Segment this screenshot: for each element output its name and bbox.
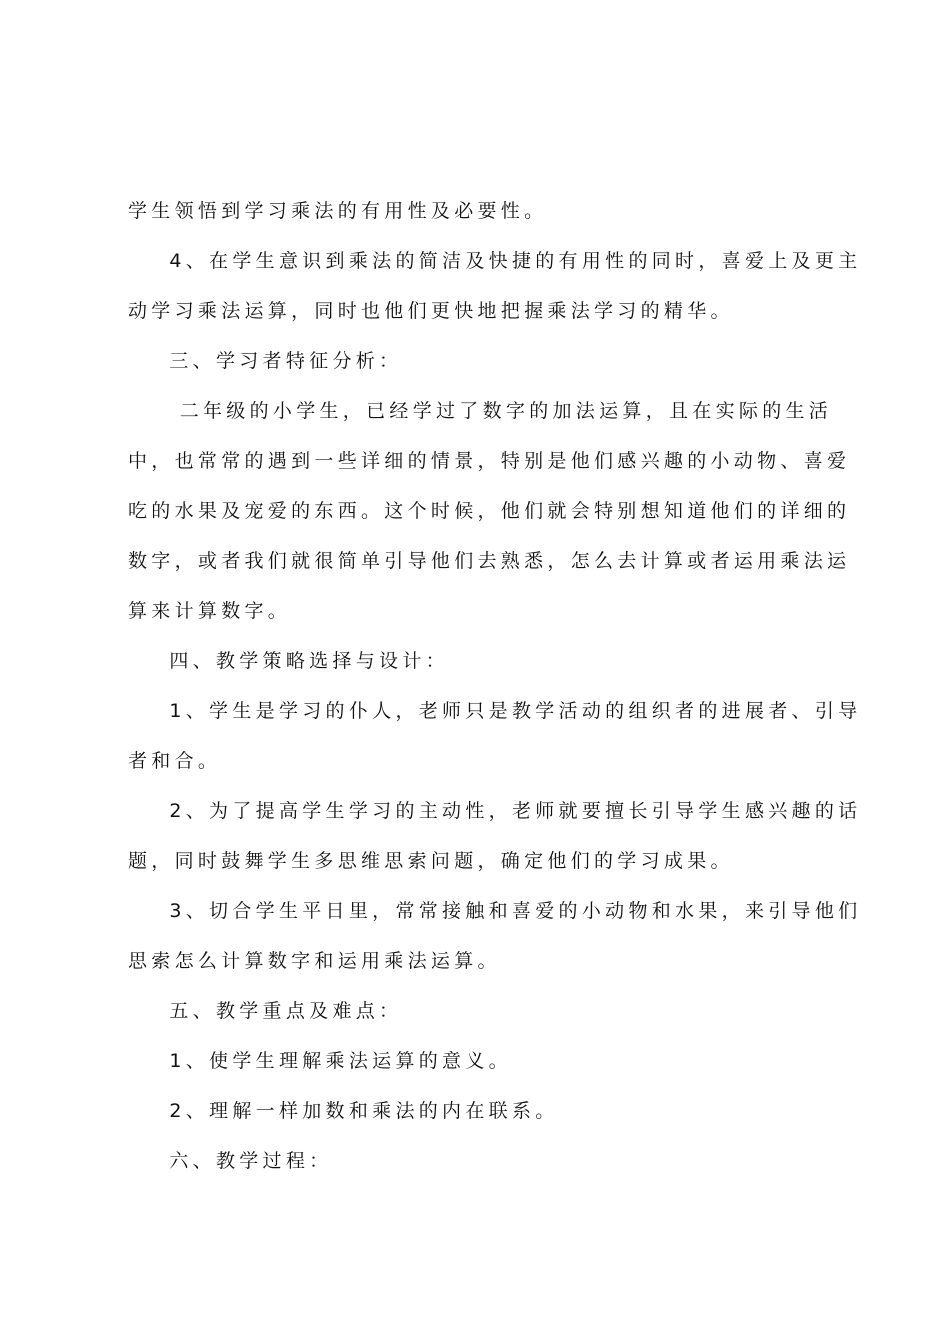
section-heading: 五、教学重点及难点： <box>128 1000 403 1022</box>
text-line: 思索怎么计算数字和运用乘法运算。 <box>128 950 501 972</box>
text-line: 算来计算数字。 <box>128 600 292 622</box>
text-line: 二年级的小学生，已经学过了数字的加法运算，且在实际的生活 <box>128 400 833 422</box>
text-line: 吃的水果及宠爱的东西。这个时候，他们就会特别想知道他们的详细的 <box>128 500 851 522</box>
text-line: 1、使学生理解乘法运算的意义。 <box>128 1050 512 1072</box>
text-line: 题，同时鼓舞学生多思维思索问题，确定他们的学习成果。 <box>128 850 734 872</box>
text-line: 中，也常常的遇到一些详细的情景，特别是他们感兴趣的小动物、喜爱 <box>128 450 851 472</box>
text-line: 1、学生是学习的仆人，老师只是教学活动的组织者的进展者、引导 <box>128 700 862 722</box>
text-line: 2、为了提高学生学习的主动性，老师就要擅长引导学生感兴趣的话 <box>128 800 862 822</box>
text-line: 4、在学生意识到乘法的简洁及快捷的有用性的同时，喜爱上及更主 <box>128 250 862 272</box>
text-line: 3、切合学生平日里，常常接触和喜爱的小动物和水果，来引导他们 <box>128 900 862 922</box>
section-heading: 四、教学策略选择与设计： <box>128 650 449 672</box>
text-line: 学生领悟到学习乘法的有用性及必要性。 <box>128 200 548 222</box>
section-heading: 三、学习者特征分析： <box>128 350 403 372</box>
text-line: 者和合。 <box>128 750 222 772</box>
text-line: 数字，或者我们就很简单引导他们去熟悉，怎么去计算或者运用乘法运 <box>128 550 851 572</box>
text-line: 2、理解一样加数和乘法的内在联系。 <box>128 1100 559 1122</box>
section-heading: 六、教学过程： <box>128 1150 333 1172</box>
document-body <box>128 186 862 1186</box>
text-line: 动学习乘法运算，同时也他们更快地把握乘法学习的精华。 <box>128 300 734 322</box>
